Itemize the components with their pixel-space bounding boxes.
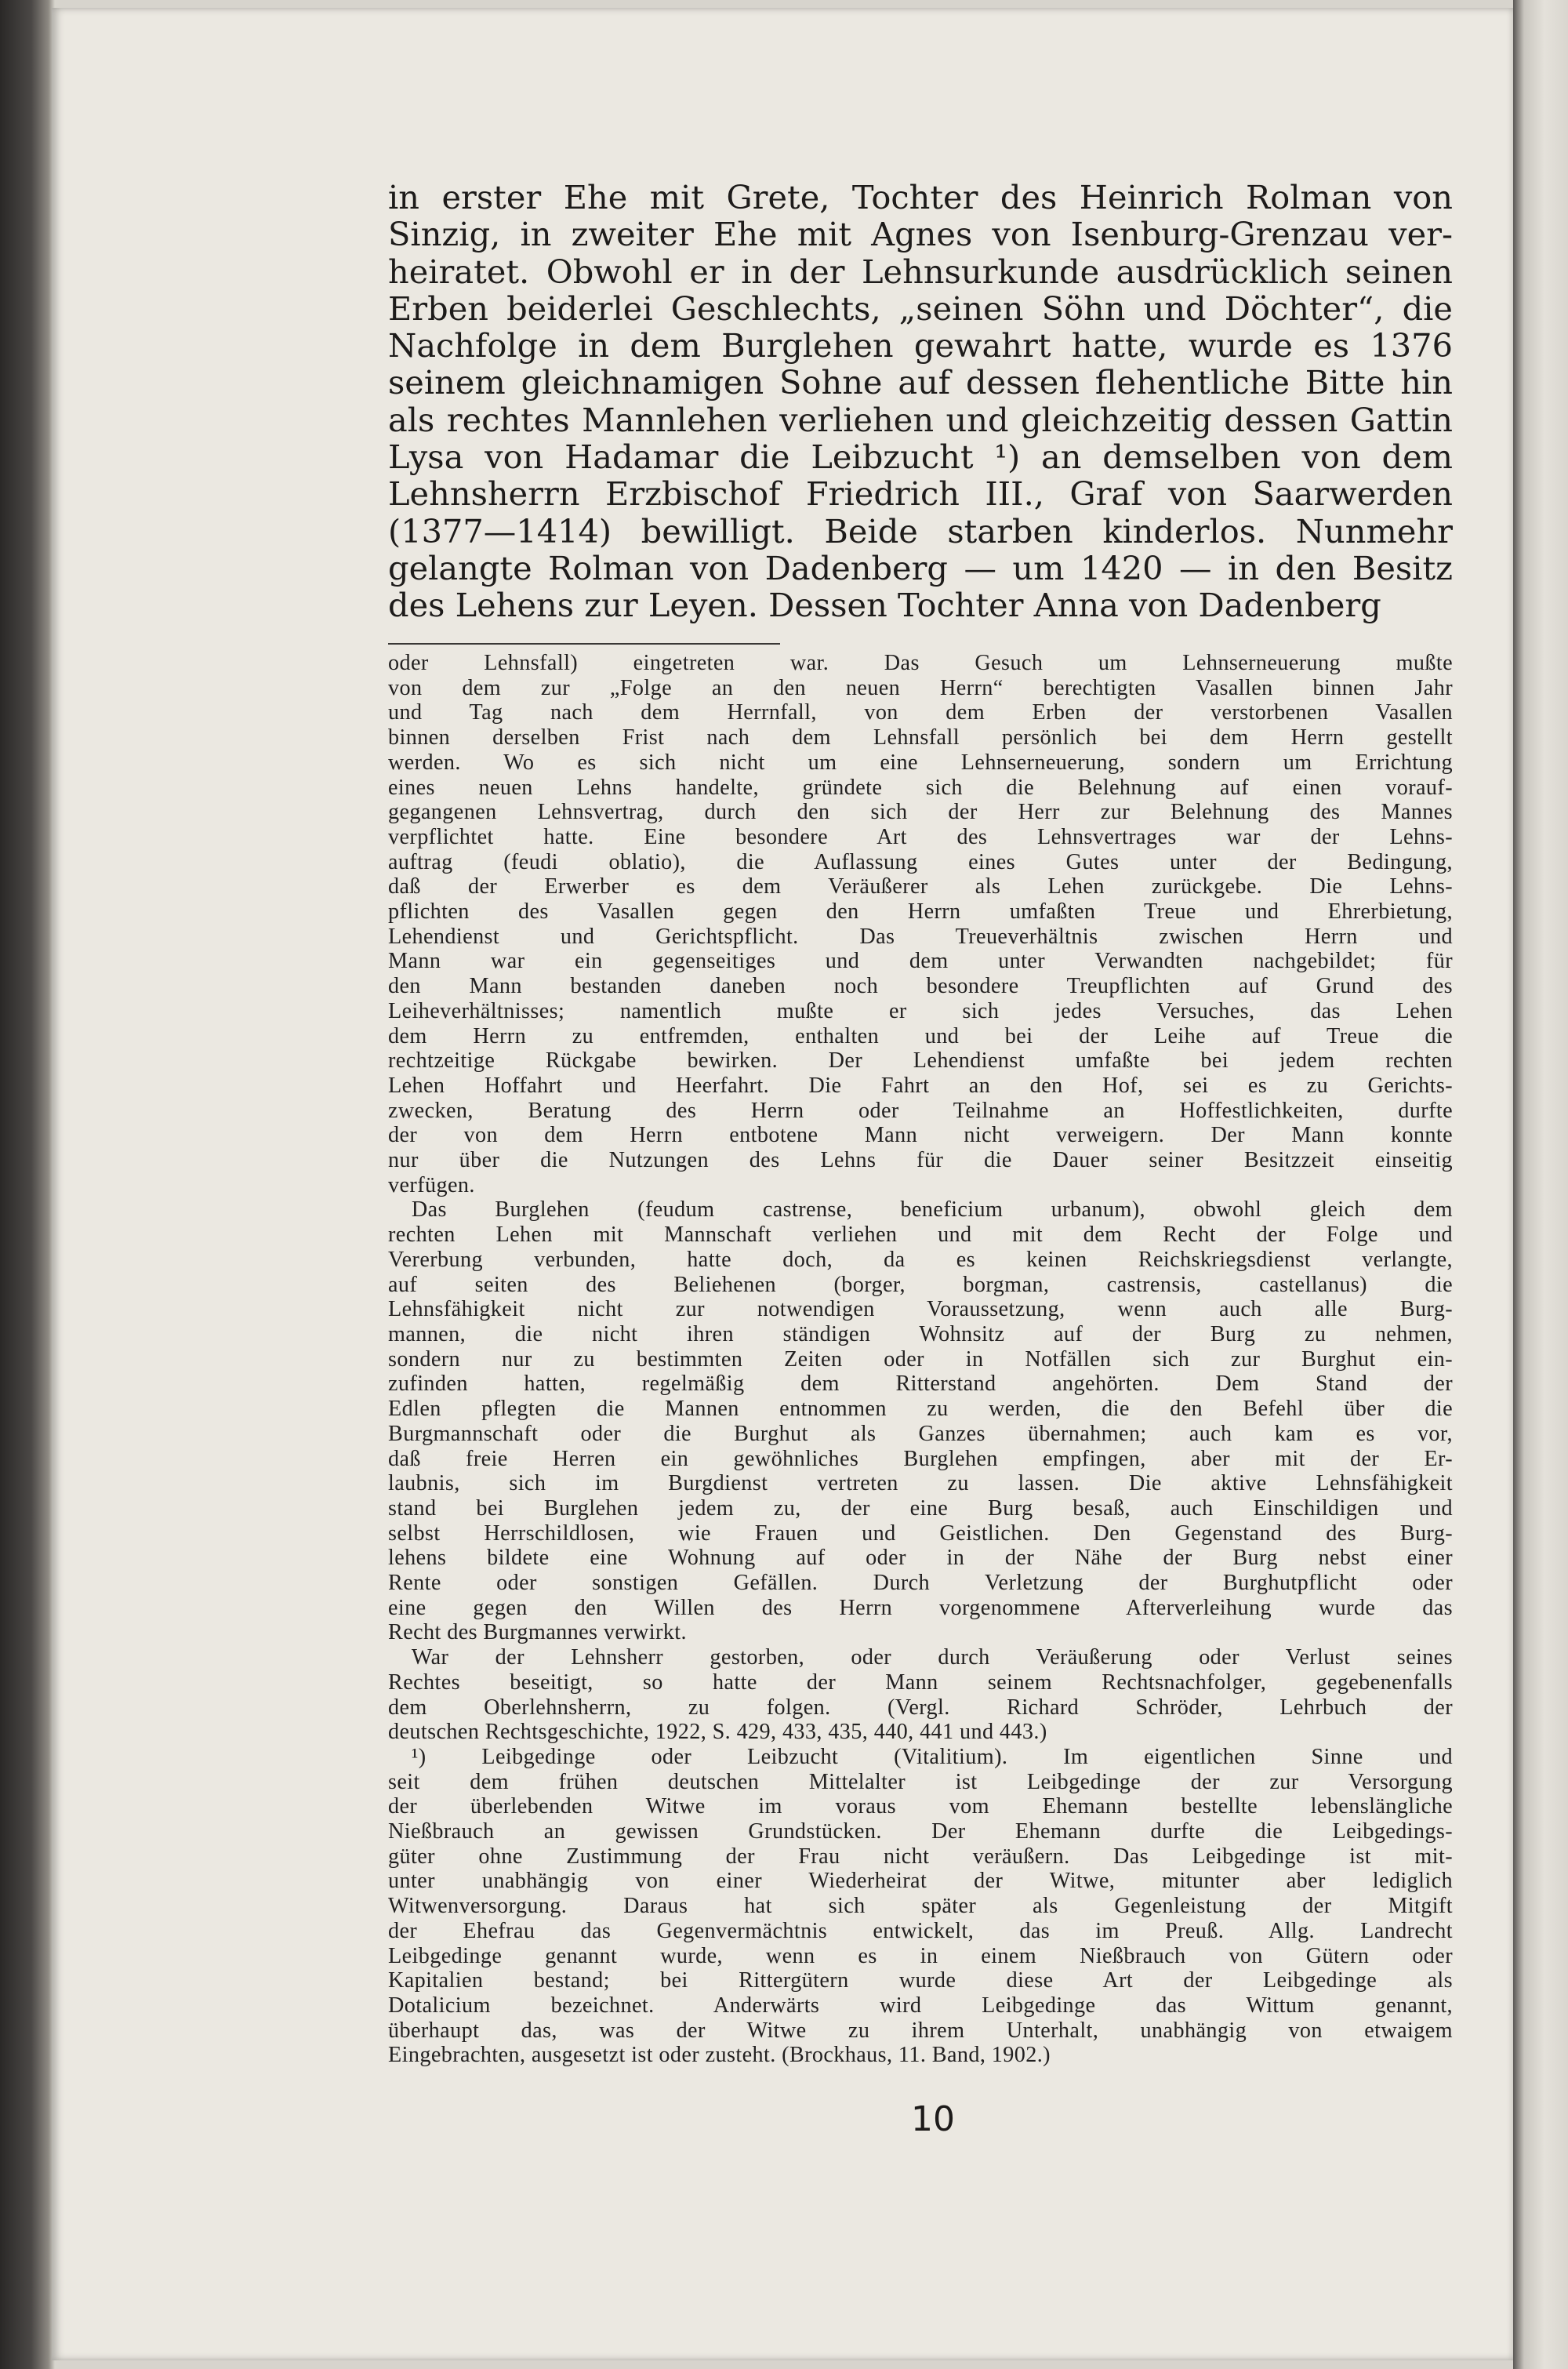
text-line: in erster Ehe mit Grete, Tochter des Heinrich Rolman von: [388, 178, 1453, 216]
footnote-line: seit dem frühen deutschen Mittelalter ist Leibgedinge der zur Versorgung: [388, 1769, 1453, 1794]
text-line: heiratet. Obwohl er in der Lehnsurkunde ausdrücklich seinen: [388, 252, 1453, 291]
footnote-line: Mann war ein gegenseitiges und dem unter Verwandten nachgebildet; für: [388, 949, 1453, 974]
footnote-line: der von dem Herrn entbotene Mann nicht verweigern. Der Mann konnte: [388, 1123, 1453, 1148]
footnote-line: Rente oder sonstigen Gefällen. Durch Verletzung der Burghutpflicht oder: [388, 1571, 1453, 1596]
text-line: Sinzig, in zweiter Ehe mit Agnes von Isenburg-Grenzau ver-: [388, 215, 1453, 254]
footnote-line: und Tag nach dem Herrnfall, von dem Erben der verstorbenen Vasallen: [388, 700, 1453, 725]
footnote-line: oder Lehnsfall) eingetreten war. Das Gesuch um Lehnserneuerung mußte: [388, 651, 1453, 675]
footnote-line: von dem zur „Folge an den neuen Herrn“ berechtigten Vasallen binnen Jahr: [388, 675, 1453, 700]
footnote-line: deutschen Rechtsgeschichte, 1922, S. 429, 433, 435, 440, 441 und 443.): [388, 1720, 1047, 1745]
footnote-line: Kapitalien bestand; bei Rittergütern wurde diese Art der Leibgedinge als: [388, 1968, 1453, 1993]
footnote-line: binnen derselben Frist nach dem Lehnsfall persönlich bei dem Herrn gestellt: [388, 725, 1453, 750]
footnote-separator: [388, 643, 780, 645]
footnote-line: ¹) Leibgedinge oder Leibzucht (Vitalitium). Im eigentlichen Sinne und: [411, 1744, 1453, 1769]
footnote-line: pflichten des Vasallen gegen den Herrn umfaßten Treue und Ehrerbietung,: [388, 899, 1453, 925]
footnote-line: verpflichtet hatte. Eine besondere Art des Lehnsvertrages war der Lehns-: [388, 824, 1453, 849]
footnote-line: Vererbung verbunden, hatte doch, da es keinen Reichskriegsdienst verlangte,: [388, 1247, 1453, 1272]
main-body-text: [388, 179, 1453, 624]
footnote-line: verfügen.: [388, 1172, 475, 1197]
footnote-line: daß der Erwerber es dem Veräußerer als Lehen zurückgebe. Die Lehns-: [388, 874, 1453, 899]
footnote-line: dem Oberlehnsherrn, zu folgen. (Vergl. Richard Schröder, Lehrbuch der: [388, 1695, 1453, 1720]
footnote-line: zwecken, Beratung des Herrn oder Teilnahme an Hoffestlichkeiten, durfte: [388, 1098, 1453, 1123]
footnote-line: eines neuen Lehns handelte, gründete sich die Belehnung auf einen vorauf-: [388, 775, 1453, 800]
footnote-line: sondern nur zu bestimmten Zeiten oder in Notfällen sich zur Burghut ein-: [388, 1346, 1453, 1372]
footnotes-block: [388, 651, 1453, 2068]
footnote-line: Lehnsfähigkeit nicht zur notwendigen Voraussetzung, wenn auch alle Burg-: [388, 1297, 1453, 1322]
text-line: gelangte Rolman von Dadenberg — um 1420 — in den Besitz: [388, 548, 1453, 587]
footnote-line: Rechtes beseitigt, so hatte der Mann seinem Rechtsnachfolger, gegebenenfalls: [388, 1670, 1453, 1695]
footnote-line: zufinden hatten, regelmäßig dem Ritterstand angehörten. Dem Stand der: [388, 1372, 1453, 1397]
footnote-line: eine gegen den Willen des Herrn vorgenommene Afterverleihung wurde das: [388, 1595, 1453, 1620]
footnote-line: auf seiten des Beliehenen (borger, borgman, castrensis, castellanus) die: [388, 1272, 1453, 1297]
footnote-line: rechten Lehen mit Mannschaft verliehen und mit dem Recht der Folge und: [388, 1223, 1453, 1248]
text-line: des Lehens zur Leyen. Dessen Tochter Anna von Dadenberg: [388, 586, 1381, 625]
footnote-line: stand bei Burglehen jedem zu, der eine Burg besaß, auch Einschildigen und: [388, 1495, 1453, 1521]
footnote-line: nur über die Nutzungen des Lehns für die Dauer seiner Besitzzeit einseitig: [388, 1148, 1453, 1173]
text-line: Erben beiderlei Geschlechts, „seinen Söhn und Döchter“, die: [388, 289, 1453, 328]
footnote-line: Dotalicium bezeichnet. Anderwärts wird Leibgedinge das Wittum genannt,: [388, 1993, 1453, 2018]
footnote-line: dem Herrn zu entfremden, enthalten und bei der Leihe auf Treue die: [388, 1023, 1453, 1048]
footnote-line: rechtzeitige Rückgabe bewirken. Der Lehendienst umfaßte bei jedem rechten: [388, 1048, 1453, 1074]
footnote-line: War der Lehnsherr gestorben, oder durch Veräußerung oder Verlust seines: [411, 1645, 1453, 1670]
text-line: Lehnsherrn Erzbischof Friedrich III., Graf von Saarwerden: [388, 474, 1453, 514]
text-line: (1377—1414) bewilligt. Beide starben kinderlos. Nunmehr: [388, 511, 1453, 550]
next-page-edge: [1513, 0, 1568, 2369]
footnote-line: auftrag (feudi oblatio), die Auflassung eines Gutes unter der Bedingung,: [388, 849, 1453, 874]
footnote-line: mannen, die nicht ihren ständigen Wohnsitz auf der Burg zu nehmen,: [388, 1321, 1453, 1346]
footnote-line: Edlen pflegten die Mannen entnommen zu werden, die den Befehl über die: [388, 1397, 1453, 1422]
footnote-line: Burgmannschaft oder die Burghut als Ganzes übernahmen; auch kam es vor,: [388, 1421, 1453, 1446]
text-line: seinem gleichnamigen Sohne auf dessen flehentliche Bitte hin: [388, 363, 1453, 402]
footnote-line: werden. Wo es sich nicht um eine Lehnserneuerung, sondern um Errichtung: [388, 750, 1453, 775]
footnote-line: Lehen Hoffahrt und Heerfahrt. Die Fahrt an den Hof, sei es zu Gerichts-: [388, 1073, 1453, 1098]
footnote-line: überhaupt das, was der Witwe zu ihrem Unterhalt, unabhängig von etwaigem: [388, 2018, 1453, 2043]
footnote-line: güter ohne Zustimmung der Frau nicht veräußern. Das Leibgedinge ist mit-: [388, 1844, 1453, 1869]
footnote-line: Witwenversorgung. Daraus hat sich später als Gegenleistung der Mitgift: [388, 1894, 1453, 1919]
text-line: als rechtes Mannlehen verliehen und gleichzeitig dessen Gattin: [388, 400, 1453, 439]
footnote-line: der Ehefrau das Gegenvermächtnis entwickelt, das im Preuß. Allg. Landrecht: [388, 1918, 1453, 1943]
footnote-line: gegangenen Lehnsvertrag, durch den sich der Herr zur Belehnung des Mannes: [388, 800, 1453, 825]
footnote-line: laubnis, sich im Burgdienst vertreten zu lassen. Die aktive Lehnsfähigkeit: [388, 1471, 1453, 1496]
footnote-line: daß freie Herren ein gewöhnliches Burglehen empfingen, aber mit der Er-: [388, 1446, 1453, 1471]
footnote-line: den Mann bestanden daneben noch besondere Treupflichten auf Grund des: [388, 974, 1453, 999]
footnote-line: Eingebrachten, ausgesetzt ist oder zusteht. (Brockhaus, 11. Band, 1902.): [388, 2043, 1051, 2068]
footnote-line: selbst Herrschildlosen, wie Frauen und Geistlichen. Den Gegenstand des Burg-: [388, 1521, 1453, 1546]
footnote-line: Nießbrauch an gewissen Grundstücken. Der Ehemann durfte die Leibgedings-: [388, 1819, 1453, 1844]
footnote-line: Leiheverhältnisses; namentlich mußte er sich jedes Versuches, das Lehen: [388, 998, 1453, 1023]
footnote-line: lehens bildete eine Wohnung auf oder in der Nähe der Burg nebst einer: [388, 1546, 1453, 1571]
text-line: Lysa von Hadamar die Leibzucht ¹) an demselben von dem: [388, 438, 1453, 477]
footnote-line: unter unabhängig von einer Wiederheirat der Witwe, mitunter aber lediglich: [388, 1869, 1453, 1894]
footnote-line: der überlebenden Witwe im voraus vom Ehemann bestellte lebenslängliche: [388, 1794, 1453, 1819]
footnote-line: Recht des Burgmannes verwirkt.: [388, 1620, 687, 1645]
footnote-line: Lehendienst und Gerichtspflicht. Das Treueverhältnis zwischen Herrn und: [388, 924, 1453, 949]
page-number: 10: [911, 2099, 955, 2139]
text-line: Nachfolge in dem Burglehen gewahrt hatte, wurde es 1376: [388, 326, 1453, 365]
footnote-line: Das Burglehen (feudum castrense, beneficium urbanum), obwohl gleich dem: [411, 1197, 1453, 1223]
footnote-line: Leibgedinge genannt wurde, wenn es in einem Nießbrauch von Gütern oder: [388, 1943, 1453, 1968]
